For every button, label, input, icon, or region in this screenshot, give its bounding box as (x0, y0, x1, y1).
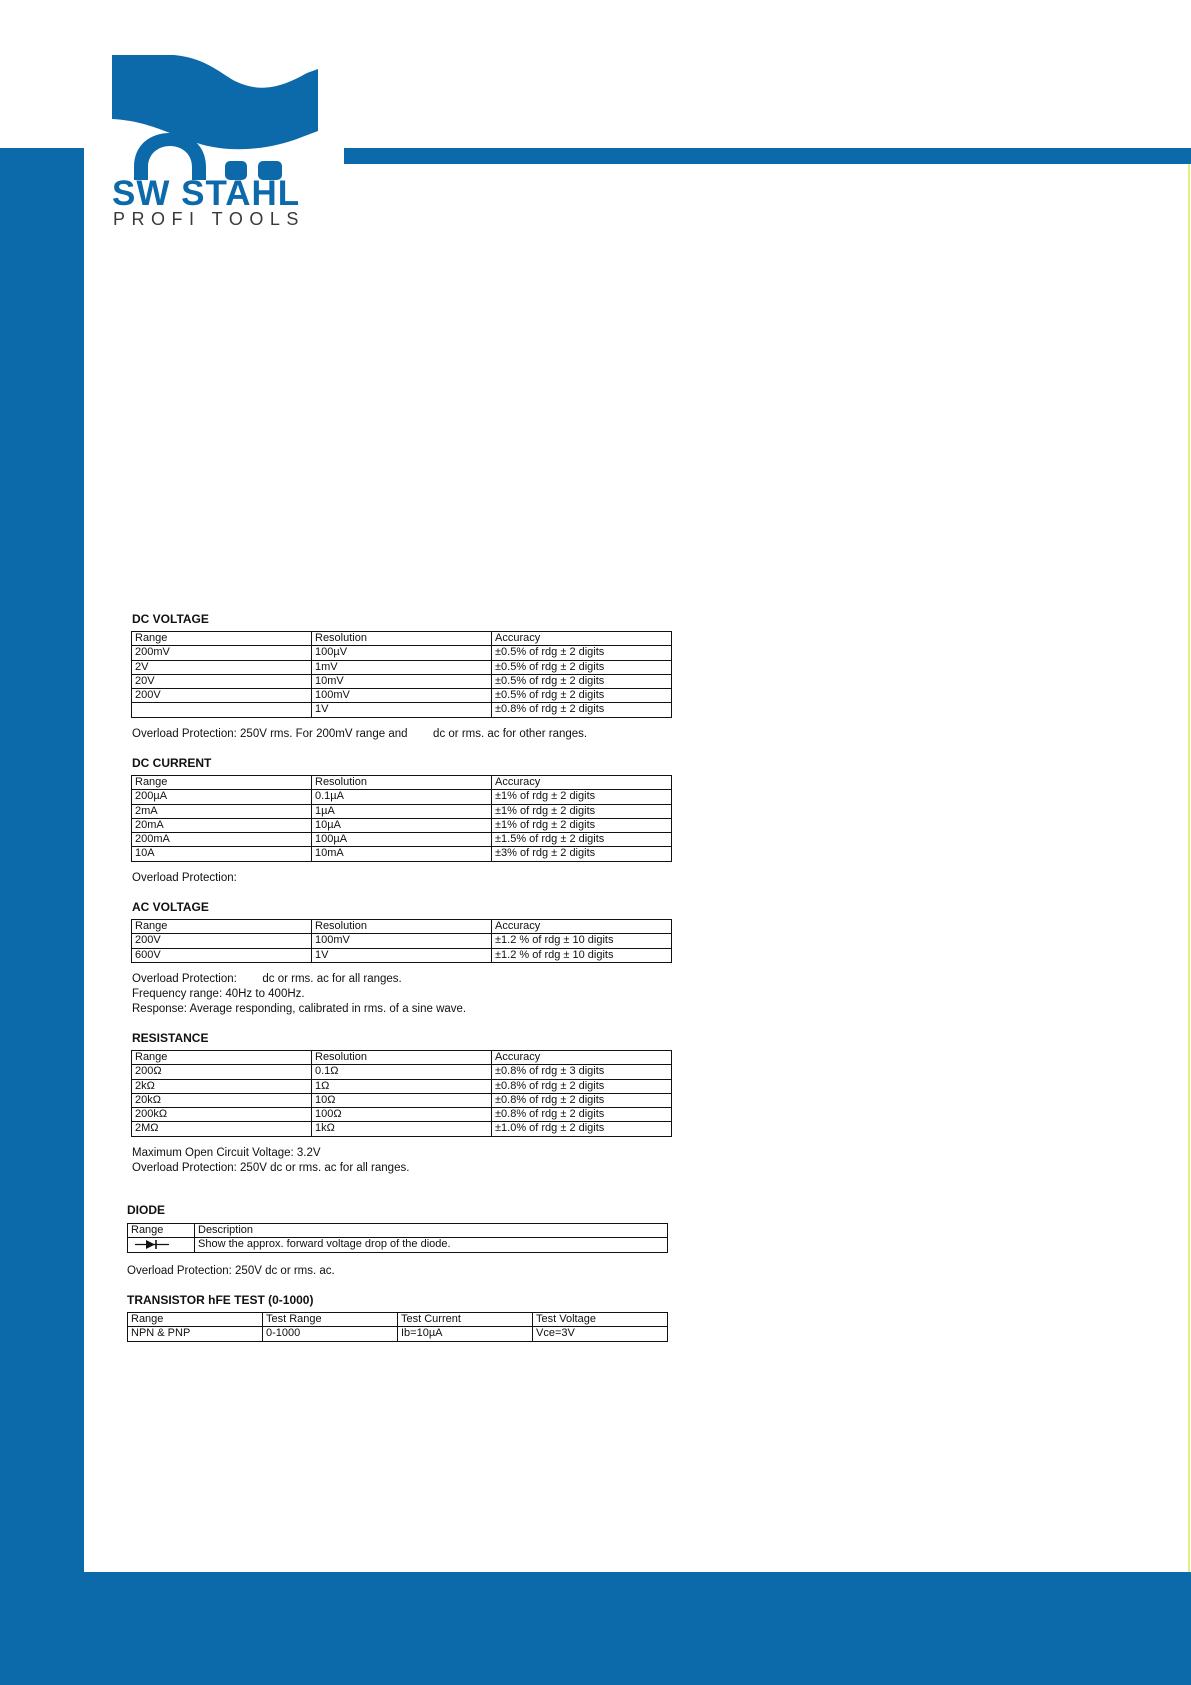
range-cell: 10A (132, 847, 312, 861)
table-row (132, 1079, 672, 1093)
resistance-title: RESISTANCE (132, 1031, 209, 1045)
table-row (132, 1093, 672, 1107)
range-cell: 200µA (132, 790, 312, 804)
header-cell: Range (132, 920, 312, 934)
left-frame-bar (0, 148, 84, 1685)
header-cell: Resolution (312, 920, 492, 934)
resolution-cell: 1V (312, 703, 492, 717)
resolution-cell: 100Ω (312, 1108, 492, 1122)
table-row (128, 1327, 668, 1341)
table-row (132, 703, 672, 717)
table-row (132, 804, 672, 818)
range-cell: 600V (132, 948, 312, 962)
header-cell: Range (128, 1224, 195, 1238)
range-cell: 200mV (132, 646, 312, 660)
accuracy-cell: ±1.5% of rdg ± 2 digits (492, 833, 672, 847)
table-row (132, 847, 672, 861)
right-frame-line (1188, 164, 1190, 1572)
accuracy-cell: ±0.8% of rdg ± 2 digits (492, 703, 672, 717)
range-cell: 200V (132, 689, 312, 703)
header-cell: Range (128, 1313, 263, 1327)
range-cell: 20kΩ (132, 1093, 312, 1107)
resistance-overload-note: Overload Protection: 250V dc or rms. ac for all ranges. (132, 1162, 410, 1174)
ac-voltage-title: AC VOLTAGE (132, 900, 209, 914)
ac-voltage-response-note: Response: Average responding, calibrated in rms. of a sine wave. (132, 1003, 467, 1015)
brand-tagline: PROFI TOOLS (113, 209, 305, 229)
ac-voltage-overload-note: Overload Protection: dc or rms. ac for all ranges. (132, 973, 402, 985)
table-header-row (128, 1224, 668, 1238)
test-current-cell: Ib=10µA (398, 1327, 533, 1341)
transistor-table (127, 1312, 668, 1342)
resolution-cell: 0.1µA (312, 790, 492, 804)
header-cell: Test Range (263, 1313, 398, 1327)
range-cell: 20mA (132, 818, 312, 832)
resistance-table (131, 1050, 672, 1137)
accuracy-cell: ±0.8% of rdg ± 3 digits (492, 1065, 672, 1079)
header-cell: Accuracy (492, 632, 672, 646)
table-row (132, 646, 672, 660)
dc-voltage-overload-note: Overload Protection: 250V rms. For 200mV range and dc or rms. ac for other ranges. (132, 728, 588, 740)
table-row (132, 818, 672, 832)
diode-title: DIODE (127, 1203, 166, 1217)
header-cell: Description (195, 1224, 668, 1238)
header-cell: Resolution (312, 776, 492, 790)
resistance-open-circuit-note: Maximum Open Circuit Voltage: 3.2V (132, 1147, 321, 1159)
resolution-cell: 10mA (312, 847, 492, 861)
diode-symbol-icon (135, 1239, 169, 1250)
range-cell: 2MΩ (132, 1122, 312, 1136)
resolution-cell: 0.1Ω (312, 1065, 492, 1079)
description-cell: Show the approx. forward voltage drop of the diode. (195, 1238, 668, 1252)
accuracy-cell: ±0.5% of rdg ± 2 digits (492, 689, 672, 703)
dc-current-table (131, 775, 672, 862)
table-header-row (132, 632, 672, 646)
accuracy-cell: ±1.2 % of rdg ± 10 digits (492, 934, 672, 948)
diode-table (127, 1223, 668, 1253)
test-range-cell: 0-1000 (263, 1327, 398, 1341)
resolution-cell: 1kΩ (312, 1122, 492, 1136)
accuracy-cell: ±1% of rdg ± 2 digits (492, 818, 672, 832)
accuracy-cell: ±0.8% of rdg ± 2 digits (492, 1108, 672, 1122)
range-cell (128, 1238, 195, 1252)
diode-overload-note: Overload Protection: 250V dc or rms. ac. (127, 1265, 335, 1277)
range-cell: 2V (132, 660, 312, 674)
accuracy-cell: ±1% of rdg ± 2 digits (492, 804, 672, 818)
range-cell: 20V (132, 674, 312, 688)
resolution-cell: 1V (312, 948, 492, 962)
range-cell: 2kΩ (132, 1079, 312, 1093)
ac-voltage-table (131, 919, 672, 963)
resolution-cell: 10µA (312, 818, 492, 832)
table-row (132, 689, 672, 703)
accuracy-cell: ±1% of rdg ± 2 digits (492, 790, 672, 804)
header-cell: Range (132, 1051, 312, 1065)
header-cell: Resolution (312, 1051, 492, 1065)
accuracy-cell: ±1.0% of rdg ± 2 digits (492, 1122, 672, 1136)
table-row (132, 948, 672, 962)
table-row (132, 1065, 672, 1079)
header-cell: Range (132, 776, 312, 790)
table-header-row (132, 920, 672, 934)
resolution-cell: 100mV (312, 934, 492, 948)
range-cell: 200mA (132, 833, 312, 847)
brand-name: SW STAHL (112, 174, 301, 213)
range-cell: 200kΩ (132, 1108, 312, 1122)
dc-current-title: DC CURRENT (132, 756, 212, 770)
range-cell: 200V (132, 934, 312, 948)
header-cell: Test Voltage (533, 1313, 668, 1327)
resolution-cell: 1Ω (312, 1079, 492, 1093)
dc-voltage-title: DC VOLTAGE (132, 612, 209, 626)
transistor-title: TRANSISTOR hFE TEST (0-1000) (127, 1293, 314, 1307)
resolution-cell: 100mV (312, 689, 492, 703)
header-cell: Test Current (398, 1313, 533, 1327)
logo-mark-icon (112, 55, 318, 180)
resolution-cell: 10mV (312, 674, 492, 688)
range-cell: NPN & PNP (128, 1327, 263, 1341)
resolution-cell: 1mV (312, 660, 492, 674)
range-cell: 200Ω (132, 1065, 312, 1079)
resolution-cell: 100µV (312, 646, 492, 660)
dc-current-overload-note: Overload Protection: (132, 872, 237, 884)
bottom-frame-bar (0, 1572, 1191, 1685)
resolution-cell: 100µA (312, 833, 492, 847)
table-header-row (128, 1313, 668, 1327)
table-row (132, 790, 672, 804)
table-row (132, 934, 672, 948)
accuracy-cell: ±0.5% of rdg ± 2 digits (492, 646, 672, 660)
table-row (132, 1108, 672, 1122)
header-cell: Accuracy (492, 776, 672, 790)
accuracy-cell: ±0.5% of rdg ± 2 digits (492, 674, 672, 688)
header-cell: Accuracy (492, 920, 672, 934)
top-frame-bar (344, 148, 1191, 164)
table-row (132, 674, 672, 688)
table-row (132, 1122, 672, 1136)
table-row (128, 1238, 668, 1252)
table-row (132, 833, 672, 847)
accuracy-cell: ±3% of rdg ± 2 digits (492, 847, 672, 861)
accuracy-cell: ±0.8% of rdg ± 2 digits (492, 1079, 672, 1093)
resolution-cell: 10Ω (312, 1093, 492, 1107)
accuracy-cell: ±1.2 % of rdg ± 10 digits (492, 948, 672, 962)
header-cell: Resolution (312, 632, 492, 646)
range-cell: 2mA (132, 804, 312, 818)
table-header-row (132, 1051, 672, 1065)
header-cell: Range (132, 632, 312, 646)
dc-voltage-table (131, 631, 672, 718)
table-row (132, 660, 672, 674)
header-cell: Accuracy (492, 1051, 672, 1065)
table-header-row (132, 776, 672, 790)
ac-voltage-frequency-note: Frequency range: 40Hz to 400Hz. (132, 988, 305, 1000)
resolution-cell: 1µA (312, 804, 492, 818)
accuracy-cell: ±0.8% of rdg ± 2 digits (492, 1093, 672, 1107)
accuracy-cell: ±0.5% of rdg ± 2 digits (492, 660, 672, 674)
test-voltage-cell: Vce=3V (533, 1327, 668, 1341)
range-cell (132, 703, 312, 717)
